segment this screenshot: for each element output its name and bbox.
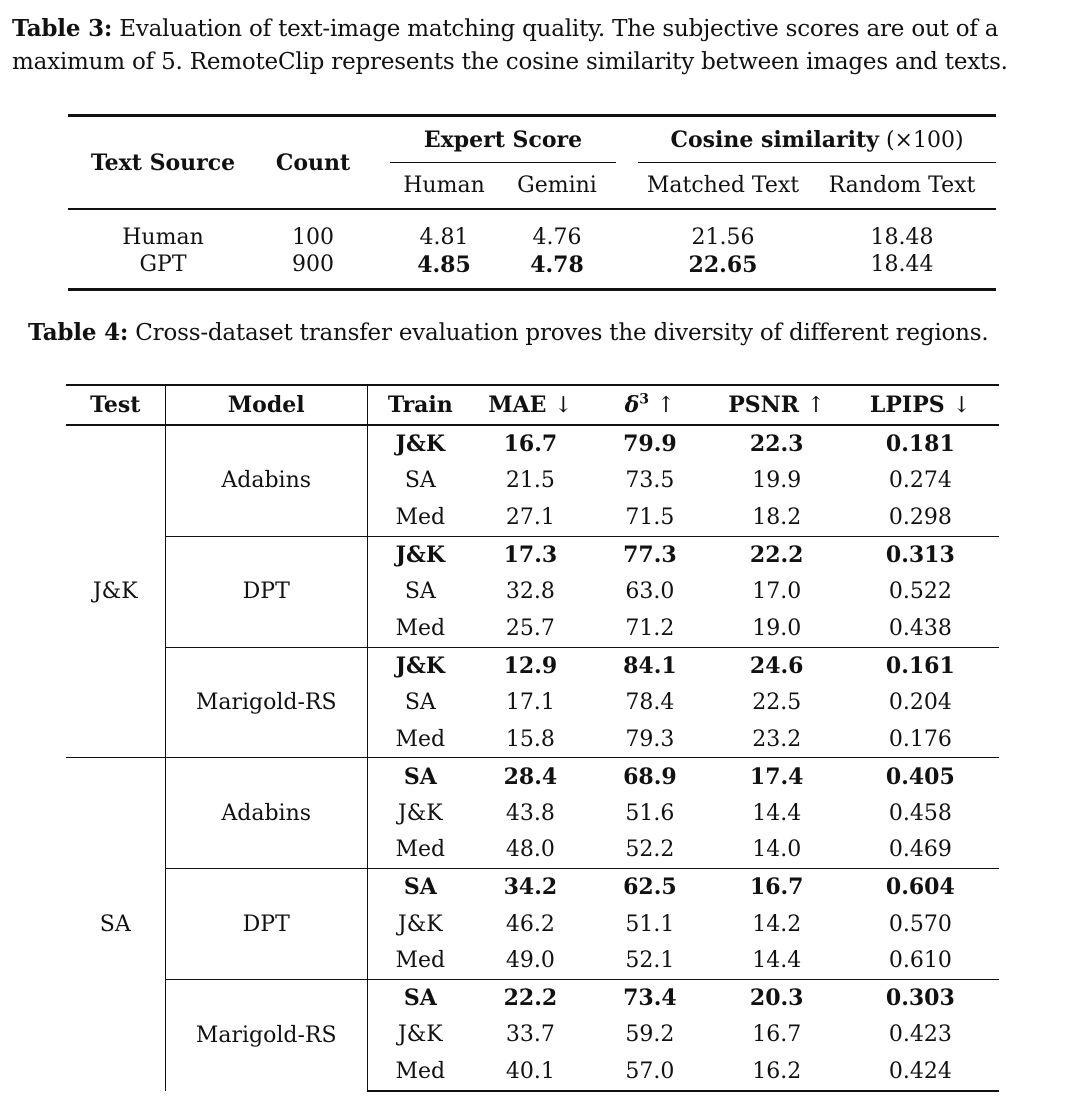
t4-cell-train: Med <box>395 837 446 863</box>
t4-header-lpips-label: LPIPS <box>869 392 945 418</box>
t3-header-cosine-group <box>638 117 996 163</box>
t3-cell-matched: 21.56 <box>691 225 755 250</box>
t4-header-train: Train <box>367 385 472 425</box>
t4-cell-lpips: 0.204 <box>888 689 952 715</box>
table-row <box>66 758 999 795</box>
t4-cell-train: Med <box>395 726 446 752</box>
t3-cell-source: Human <box>122 225 204 250</box>
table-row <box>68 210 996 252</box>
t4-cell-psnr: 17.0 <box>752 579 802 605</box>
table4-caption <box>28 316 1058 350</box>
down-arrow-icon: ↓ <box>554 393 573 418</box>
t4-cell-delta: 78.4 <box>625 689 675 715</box>
t3-header-cosine-scale: (×100) <box>885 127 964 153</box>
t4-cell-model: Marigold-RS <box>165 647 367 758</box>
t4-cell-lpips: 0.424 <box>842 1053 999 1091</box>
t4-cell-train: SA <box>404 689 436 715</box>
t4-cell-delta: 52.1 <box>625 948 675 974</box>
t4-cell-mae: 32.8 <box>505 579 555 605</box>
t4-cell-delta: 52.2 <box>625 837 675 863</box>
up-arrow-icon: ↑ <box>806 393 826 418</box>
t4-cell-lpips: 0.298 <box>888 504 952 530</box>
t4-cell-delta: 63.0 <box>625 579 675 605</box>
t4-header-model: Model <box>165 385 367 425</box>
t4-header-test: Test <box>66 385 165 425</box>
t4-cell-psnr: 14.4 <box>752 948 802 974</box>
t4-header-delta <box>588 385 712 425</box>
t4-cell-psnr: 14.0 <box>752 837 802 863</box>
t4-header-lpips <box>842 385 999 425</box>
t4-cell-mae: 48.0 <box>505 837 555 863</box>
t4-cell-lpips: 0.604 <box>842 869 999 906</box>
t4-cell-psnr: 22.5 <box>752 689 802 715</box>
t3-cell-count: 100 <box>292 225 334 250</box>
t4-cell-psnr: 14.2 <box>752 911 802 937</box>
t4-cell-psnr: 16.7 <box>712 869 842 906</box>
t4-cell-mae: 22.2 <box>473 979 588 1016</box>
t4-cell-lpips: 0.438 <box>888 615 952 641</box>
t4-cell-model: DPT <box>165 536 367 647</box>
t3-header-expert-score: Expert Score <box>390 117 616 163</box>
t4-cell-lpips: 0.161 <box>842 647 999 684</box>
t4-cell-delta: 71.5 <box>625 504 675 530</box>
t4-cell-lpips: 0.423 <box>888 1022 952 1048</box>
t4-cell-mae: 34.2 <box>473 869 588 906</box>
t4-cell-mae: 12.9 <box>473 647 588 684</box>
t4-cell-mae: 27.1 <box>505 504 555 530</box>
t4-cell-train: J&K <box>367 647 472 684</box>
t4-cell-mae: 33.7 <box>505 1022 555 1048</box>
t4-cell-psnr: 22.2 <box>712 536 842 573</box>
table4-caption-label: Table 4: <box>28 319 129 346</box>
t4-cell-delta: 79.9 <box>623 431 677 458</box>
t3-cell-gemini: 4.78 <box>530 252 584 278</box>
t4-cell-delta: 79.3 <box>625 726 675 752</box>
t3-cell-random: 18.48 <box>870 225 934 250</box>
t4-cell-train: Med <box>395 504 446 530</box>
t4-header-delta-sup: 3 <box>639 391 650 408</box>
t4-cell-test: J&K <box>66 425 165 758</box>
t4-cell-delta: 59.2 <box>625 1022 675 1048</box>
t4-cell-delta: 77.3 <box>588 536 712 573</box>
t4-cell-train: Med <box>395 615 446 641</box>
t3-cell-human: 4.81 <box>419 225 469 250</box>
t4-cell-model: DPT <box>165 869 367 980</box>
t4-header-psnr <box>712 385 842 425</box>
t4-cell-delta: 71.2 <box>625 615 675 641</box>
t4-cell-lpips: 0.303 <box>842 979 999 1016</box>
t4-cell-psnr: 19.9 <box>752 468 802 494</box>
t3-header-human: Human <box>403 173 485 198</box>
t4-cell-delta: 73.5 <box>625 468 675 494</box>
t4-cell-mae: 17.3 <box>473 536 588 573</box>
t4-cell-model: Adabins <box>165 425 367 536</box>
t4-cell-delta: 62.5 <box>588 869 712 906</box>
table4 <box>66 384 999 1092</box>
t4-cell-lpips: 0.405 <box>842 758 999 795</box>
t4-cell-lpips: 0.522 <box>888 579 952 605</box>
t4-cell-lpips: 0.610 <box>888 948 952 974</box>
t3-cell-gemini: 4.76 <box>532 225 582 250</box>
t4-cell-train: SA <box>367 979 472 1016</box>
table-row <box>66 979 999 1016</box>
table3-caption-text: Evaluation of text-image matching quality. The subjective scores are out of a maximum of 5. RemoteClip represents the cosine similarity between images and texts. <box>12 16 1008 75</box>
table4-caption-text: Cross-dataset transfer evaluation proves the diversity of different regions. <box>128 320 989 346</box>
t4-cell-mae: 16.7 <box>503 431 558 458</box>
t4-cell-lpips: 0.313 <box>842 536 999 573</box>
t4-cell-psnr: 14.4 <box>752 800 802 826</box>
t4-cell-mae: 28.4 <box>473 758 588 795</box>
t4-cell-train: J&K <box>395 431 445 458</box>
t4-cell-delta: 84.1 <box>588 647 712 684</box>
t4-cell-mae: 21.5 <box>505 468 555 494</box>
t4-cell-psnr: 22.3 <box>749 431 804 458</box>
t4-cell-psnr: 16.2 <box>712 1053 842 1091</box>
t4-cell-lpips: 0.274 <box>888 468 952 494</box>
t4-cell-psnr: 19.0 <box>752 615 802 641</box>
t4-cell-delta: 51.1 <box>625 911 675 937</box>
table-row <box>66 869 999 906</box>
t4-cell-train: SA <box>404 579 436 605</box>
t3-header-random-text: Random Text <box>828 173 976 198</box>
t4-cell-lpips: 0.469 <box>888 837 952 863</box>
t4-cell-train: SA <box>367 869 472 906</box>
t3-header-matched-text: Matched Text <box>646 173 800 198</box>
t4-cell-psnr: 17.4 <box>712 758 842 795</box>
t4-cell-lpips: 0.181 <box>885 431 955 458</box>
t4-cell-mae: 15.8 <box>505 726 555 752</box>
t4-cell-train: J&K <box>397 1022 443 1048</box>
t4-cell-psnr: 20.3 <box>712 979 842 1016</box>
t4-cell-mae: 43.8 <box>505 800 555 826</box>
t4-cell-psnr: 16.7 <box>752 1022 802 1048</box>
t4-cell-train: J&K <box>397 911 443 937</box>
t4-cell-train: SA <box>404 468 436 494</box>
table-row <box>66 647 999 684</box>
table3 <box>68 114 996 291</box>
t3-cell-source: GPT <box>139 252 187 277</box>
t3-header-gemini: Gemini <box>517 173 597 198</box>
table-row <box>66 425 999 463</box>
table3-caption-label: Table 3: <box>12 15 113 42</box>
t4-cell-model: Marigold-RS <box>165 979 367 1090</box>
t3-cell-random: 18.44 <box>870 252 934 277</box>
t4-cell-lpips: 0.176 <box>888 726 952 752</box>
t4-header-mae <box>473 385 588 425</box>
t4-cell-mae: 40.1 <box>473 1053 588 1091</box>
t4-cell-psnr: 18.2 <box>752 504 802 530</box>
t4-cell-lpips: 0.458 <box>888 800 952 826</box>
t4-header-delta-label: δ <box>624 392 640 418</box>
t3-header-cosine: Cosine similarity <box>670 126 879 153</box>
t4-cell-delta: 51.6 <box>625 800 675 826</box>
t4-cell-delta: 57.0 <box>588 1053 712 1091</box>
t4-cell-model: Adabins <box>165 758 367 869</box>
t4-cell-psnr: 23.2 <box>752 726 802 752</box>
t4-cell-train: J&K <box>397 800 443 826</box>
t4-header-mae-label: MAE <box>488 392 547 418</box>
up-arrow-icon: ↑ <box>656 393 676 418</box>
t3-cell-count: 900 <box>292 252 334 277</box>
table-row <box>66 536 999 573</box>
t4-cell-mae: 25.7 <box>505 615 555 641</box>
table3-caption <box>12 12 1057 79</box>
t4-cell-test: SA <box>66 758 165 1091</box>
table4-body <box>66 425 999 1091</box>
t4-cell-mae: 46.2 <box>505 911 555 937</box>
t4-cell-train: Med <box>367 1053 472 1091</box>
t4-cell-delta: 68.9 <box>588 758 712 795</box>
table-row <box>68 252 996 290</box>
t3-cell-matched: 22.65 <box>688 252 758 278</box>
t4-cell-train: J&K <box>367 536 472 573</box>
t3-cell-human: 4.85 <box>417 252 471 278</box>
t4-header-psnr-label: PSNR <box>728 392 800 418</box>
t4-cell-mae: 17.1 <box>505 689 555 715</box>
t4-cell-lpips: 0.570 <box>888 911 952 937</box>
t3-header-count: Count <box>275 149 351 176</box>
t4-cell-train: SA <box>367 758 472 795</box>
down-arrow-icon: ↓ <box>952 393 971 418</box>
t4-cell-train: Med <box>395 948 446 974</box>
t4-cell-psnr: 24.6 <box>712 647 842 684</box>
t3-header-text-source: Text Source <box>90 149 236 176</box>
t4-cell-mae: 49.0 <box>505 948 555 974</box>
t4-cell-delta: 73.4 <box>588 979 712 1016</box>
